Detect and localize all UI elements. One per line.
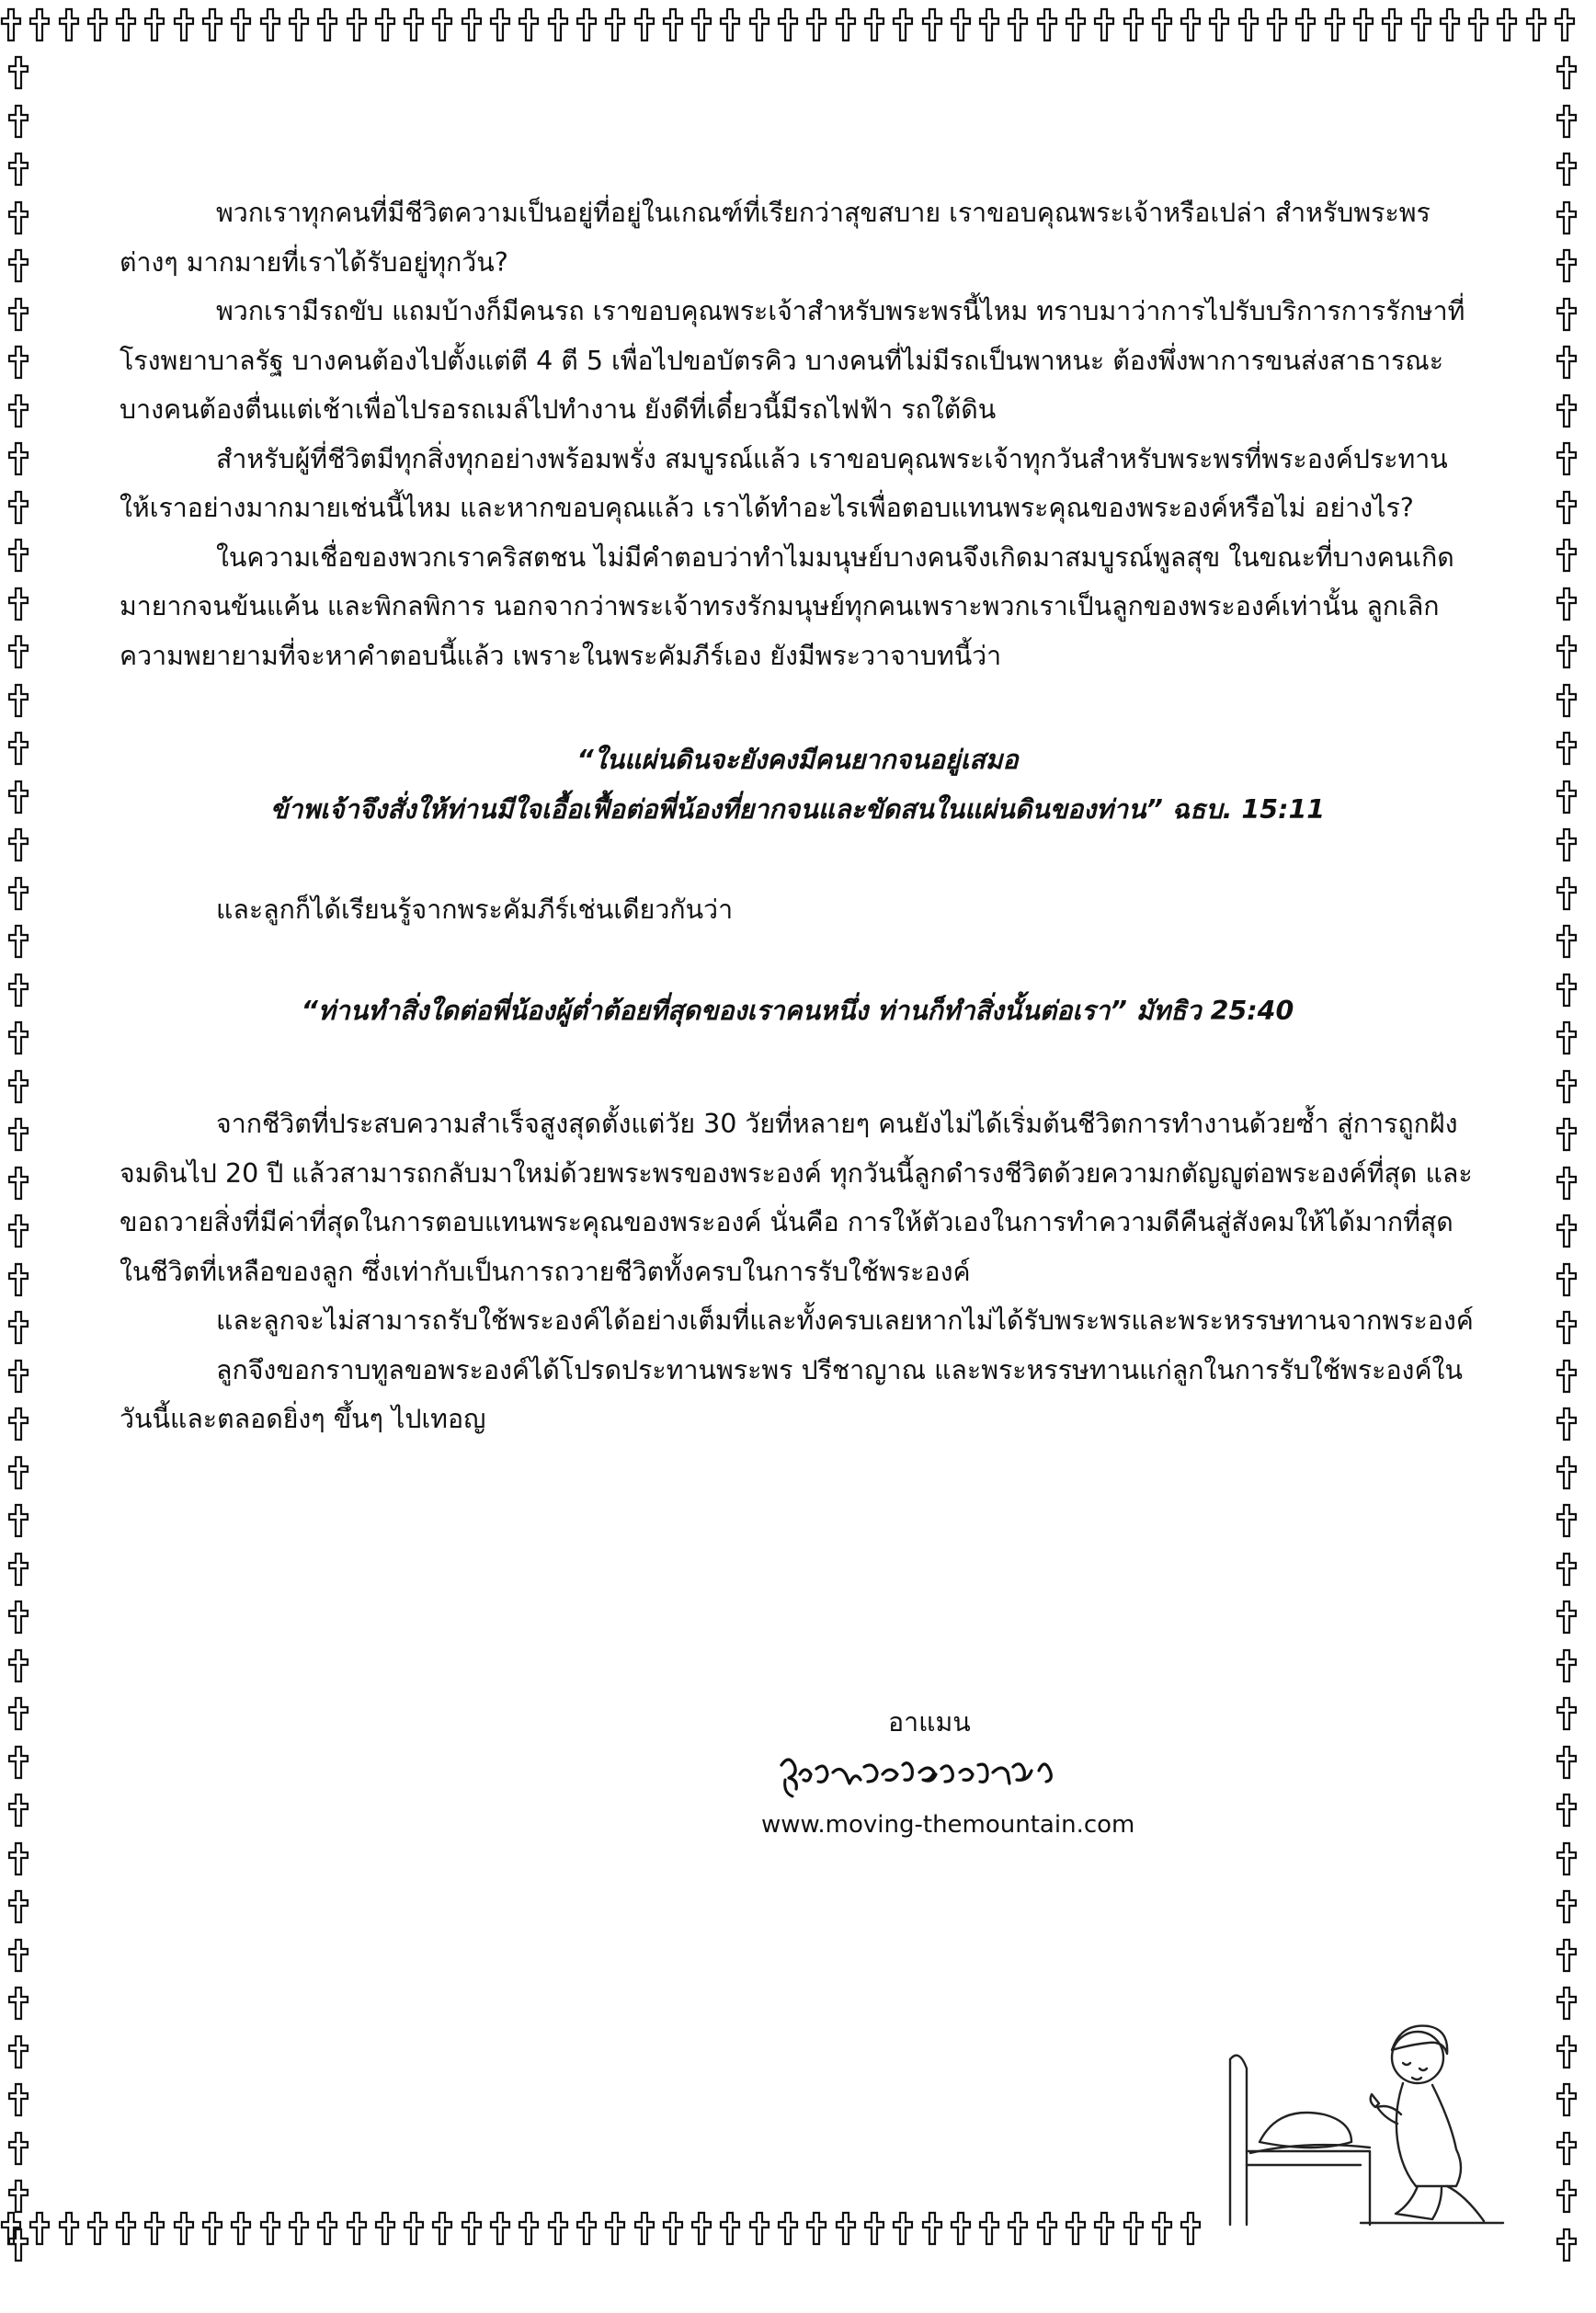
cross-outline-icon (1556, 1262, 1578, 1297)
cross-outline-icon (662, 7, 684, 42)
cross-outline-icon (1237, 7, 1260, 42)
cross-outline-icon (403, 7, 425, 42)
cross-outline-icon (1556, 297, 1578, 332)
cross-outline-icon (547, 2211, 569, 2246)
cross-outline-icon (1556, 1069, 1578, 1104)
cross-outline-icon (604, 7, 626, 42)
cross-outline-icon (346, 2211, 368, 2246)
cross-outline-icon (1525, 7, 1547, 42)
cross-outline-icon (288, 2211, 310, 2246)
cross-outline-icon (7, 1407, 29, 1441)
cross-outline-icon (1556, 2082, 1578, 2117)
scripture-quote-line: ข้าพเจ้าจึงสั่งให้ท่านมีใจเอื้อเฟื้อต่อพี่น้องที่ยากจนและขัดสนในแผ่นดินของท่าน” ฉธบ. 15:11 (269, 793, 1326, 825)
cross-outline-icon (1556, 1745, 1578, 1780)
cross-outline-icon (7, 2082, 29, 2117)
cross-outline-icon (7, 441, 29, 476)
cross-outline-icon (7, 973, 29, 1008)
cross-outline-icon (777, 7, 799, 42)
cross-outline-icon (7, 587, 29, 621)
cross-outline-icon (1556, 538, 1578, 573)
cross-outline-icon (892, 7, 914, 42)
cross-outline-icon (115, 7, 137, 42)
cross-outline-icon (288, 7, 310, 42)
cross-outline-icon (1556, 345, 1578, 380)
cross-outline-icon (863, 7, 885, 42)
cross-outline-icon (7, 538, 29, 573)
cross-outline-icon (662, 2211, 684, 2246)
paragraph: พวกเราทุกคนที่มีชีวิตความเป็นอยู่ที่อยู่ในเกณฑ์ที่เรียกว่าสุขสบาย เราขอบคุณพระเจ้าหรือเปล่า สำหรับพระพรต่างๆ มากมายที่เราได้รับอยู่ทุกวัน? (120, 198, 1431, 278)
cross-outline-icon (1123, 2211, 1145, 2246)
cross-outline-icon (805, 7, 827, 42)
cross-outline-icon (0, 7, 22, 42)
cross-outline-icon (7, 924, 29, 959)
cross-outline-icon (1556, 1793, 1578, 1828)
cross-outline-icon (1556, 1648, 1578, 1683)
cross-outline-icon (7, 1020, 29, 1055)
cross-outline-icon (1556, 1552, 1578, 1587)
cross-outline-icon (1007, 2211, 1029, 2246)
cross-outline-icon (1556, 152, 1578, 187)
border-left (7, 55, 59, 2313)
cross-outline-icon (7, 1648, 29, 1683)
cross-outline-icon (1556, 393, 1578, 428)
cross-outline-icon (1556, 1213, 1578, 1248)
paragraph: ในความเชื่อของพวกเราคริสตชน ไม่มีคำตอบว่าทำไมมนุษย์บางคนจึงเกิดมาสมบูรณ์พูลสุข ในขณะที่บางคนเกิดมายากจนข้นแค้น และพิกลพิการ นอกจากว่าพระเจ้าทรงรักมนุษย์ทุกคนเพราะพวกเราเป็นลูกของพระองค์เท่านั้น ลูกเลิกความพยายามที่จะหาคำตอบนี้แล้ว เพราะในพระคัมภีร์เอง ยังมีพระวาจาบทนี้ว่า (120, 541, 1454, 671)
cross-outline-icon (7, 780, 29, 815)
cross-outline-icon (489, 7, 511, 42)
cross-outline-icon (1556, 2034, 1578, 2069)
cross-outline-icon (1556, 780, 1578, 815)
cross-outline-icon (316, 7, 338, 42)
cross-outline-icon (1093, 2211, 1115, 2246)
cross-outline-icon (1036, 2211, 1058, 2246)
closing-amen: อาแมน (888, 1707, 971, 1738)
cross-outline-icon (7, 2034, 29, 2069)
cross-outline-icon (1556, 731, 1578, 766)
cross-outline-icon (7, 827, 29, 862)
cross-outline-icon (7, 200, 29, 235)
cross-outline-icon (1151, 2211, 1173, 2246)
cross-outline-icon (1556, 876, 1578, 911)
cross-outline-icon (7, 1359, 29, 1394)
scripture-quote-line: “ในแผ่นดินจะยังคงมีคนยากจนอยู่เสมอ (576, 745, 1019, 775)
cross-outline-icon (201, 2211, 223, 2246)
cross-outline-icon (1556, 490, 1578, 525)
border-top (0, 7, 1596, 59)
cross-outline-icon (1294, 7, 1317, 42)
cross-outline-icon (1556, 1407, 1578, 1441)
cross-outline-icon (58, 7, 80, 42)
cross-outline-icon (978, 7, 1000, 42)
cross-outline-icon (805, 2211, 827, 2246)
cross-outline-icon (7, 1841, 29, 1876)
cross-outline-icon (1556, 1938, 1578, 1973)
cross-outline-icon (1410, 7, 1432, 42)
cross-outline-icon (58, 2211, 80, 2246)
cross-outline-icon (115, 2211, 137, 2246)
cross-outline-icon (835, 2211, 857, 2246)
cross-outline-icon (1467, 7, 1489, 42)
cross-outline-icon (1381, 7, 1403, 42)
cross-outline-icon (7, 1696, 29, 1731)
paragraph: สำหรับผู้ที่ชีวิตมีทุกสิ่งทุกอย่างพร้อมพรั่ง สมบูรณ์แล้ว เราขอบคุณพระเจ้าทุกวันสำหรับพระพรที่พระองค์ประทานให้เราอย่างมากมายเช่นนี้ไหม และหากขอบคุณแล้ว เราได้ทำอะไรเพื่อตอบแทนพระคุณของพระองค์หรือไม่ อย่างไร? (120, 443, 1448, 523)
cross-outline-icon (1439, 7, 1461, 42)
cross-outline-icon (7, 1793, 29, 1828)
cross-outline-icon (863, 2211, 885, 2246)
cross-outline-icon (1556, 1359, 1578, 1394)
cross-outline-icon (7, 55, 29, 90)
cross-outline-icon (1556, 1310, 1578, 1345)
paragraph: พวกเรามีรถขับ แถมบ้างก็มีคนรถ เราขอบคุณพระเจ้าสำหรับพระพรนี้ไหม ทราบมาว่าการไปรับบริการการรักษาที่โรงพยาบาลรัฐ บางคนต้องไปตั้งแต่ตี 4 ตี 5 เพื่อไปขอบัตรคิว บางคนที่ไม่มีรถเป็นพาหนะ ต้องพึ่งพาการขนส่งสาธารณะ บางคนต้องตื่นแต่เช้าเพื่อไปรอรถเมล์ไปทำงาน ยังดีที่เดี๋ยวนี้มีรถไฟฟ้า รถใต้ดิน (120, 296, 1465, 425)
cross-outline-icon (7, 393, 29, 428)
cross-outline-icon (7, 876, 29, 911)
cross-outline-icon (1556, 683, 1578, 718)
cross-outline-icon (7, 1166, 29, 1201)
cross-outline-icon (346, 7, 368, 42)
cross-outline-icon (690, 2211, 712, 2246)
cross-outline-icon (518, 7, 540, 42)
cross-outline-icon (1556, 1841, 1578, 1876)
cross-outline-icon (7, 1503, 29, 1538)
cross-outline-icon (633, 7, 656, 42)
cross-outline-icon (1208, 7, 1230, 42)
cross-outline-icon (7, 152, 29, 187)
cross-outline-icon (748, 7, 770, 42)
cross-outline-icon (1556, 827, 1578, 862)
cross-outline-icon (7, 490, 29, 525)
cross-outline-icon (547, 7, 569, 42)
cross-outline-icon (1556, 634, 1578, 669)
handwritten-signature (772, 1747, 1103, 1804)
cross-outline-icon (1556, 1696, 1578, 1731)
cross-outline-icon (374, 2211, 396, 2246)
cross-outline-icon (1556, 1503, 1578, 1538)
cross-outline-icon (604, 2211, 626, 2246)
cross-outline-icon (7, 2179, 29, 2214)
cross-outline-icon (1554, 7, 1576, 42)
cross-outline-icon (7, 1069, 29, 1104)
cross-outline-icon (1123, 7, 1145, 42)
cross-outline-icon (7, 297, 29, 332)
cross-outline-icon (719, 2211, 741, 2246)
cross-outline-icon (921, 7, 943, 42)
cross-outline-icon (7, 731, 29, 766)
cross-outline-icon (1496, 7, 1518, 42)
cross-outline-icon (403, 2211, 425, 2246)
cross-outline-icon (7, 1745, 29, 1780)
cross-outline-icon (7, 1938, 29, 1973)
cross-outline-icon (1151, 7, 1173, 42)
border-right (1556, 55, 1596, 2313)
cross-outline-icon (576, 7, 598, 42)
cross-outline-icon (143, 7, 165, 42)
cross-outline-icon (1556, 1889, 1578, 1924)
cross-outline-icon (7, 2228, 29, 2262)
cross-outline-icon (230, 7, 252, 42)
cross-outline-icon (7, 1310, 29, 1345)
cross-outline-icon (7, 104, 29, 139)
scripture-quote: “ท่านทำสิ่งใดต่อพี่น้องผู้ต่ำต้อยที่สุดของเราคนหนึ่ง ท่านก็ทำสิ่งนั้นต่อเรา” มัทธิว 25:40 (301, 995, 1294, 1026)
cross-outline-icon (1556, 1117, 1578, 1152)
cross-outline-icon (892, 2211, 914, 2246)
cross-outline-icon (7, 1213, 29, 1248)
cross-outline-icon (1556, 1020, 1578, 1055)
cross-outline-icon (374, 7, 396, 42)
cross-outline-icon (1093, 7, 1115, 42)
cross-outline-icon (1556, 104, 1578, 139)
cross-outline-icon (1556, 1166, 1578, 1201)
cross-outline-icon (461, 7, 483, 42)
cross-outline-icon (1180, 7, 1202, 42)
cross-outline-icon (978, 2211, 1000, 2246)
cross-outline-icon (1556, 2131, 1578, 2166)
cross-outline-icon (28, 7, 51, 42)
cross-outline-icon (1556, 441, 1578, 476)
cross-outline-icon (7, 1889, 29, 1924)
cross-outline-icon (1556, 2228, 1578, 2262)
cross-outline-icon (86, 2211, 108, 2246)
cross-outline-icon (7, 1600, 29, 1635)
cross-outline-icon (1007, 7, 1029, 42)
praying-child-illustration (1223, 2004, 1508, 2229)
paragraph: ลูกจึงขอกราบทูลขอพระองค์ได้โปรดประทานพระพร ปรีชาญาณ และพระหรรษทานแก่ลูกในการรับใช้พระองค์ในวันนี้และตลอดยิ่งๆ ขึ้นๆ ไปเทอญ (120, 1354, 1463, 1434)
cross-outline-icon (1065, 7, 1087, 42)
cross-outline-icon (1556, 200, 1578, 235)
cross-outline-icon (835, 7, 857, 42)
cross-outline-icon (1556, 1986, 1578, 2021)
cross-outline-icon (719, 7, 741, 42)
cross-outline-icon (1180, 2211, 1202, 2246)
cross-outline-icon (1065, 2211, 1087, 2246)
cross-outline-icon (1556, 1455, 1578, 1490)
cross-outline-icon (1266, 7, 1288, 42)
cross-outline-icon (7, 1552, 29, 1587)
cross-outline-icon (1556, 55, 1578, 90)
cross-outline-icon (431, 7, 453, 42)
website-url: www.moving-themountain.com (761, 1811, 1135, 1839)
cross-outline-icon (1556, 1600, 1578, 1635)
cross-outline-icon (1556, 924, 1578, 959)
letter-body (120, 188, 1476, 1444)
cross-outline-icon (1556, 973, 1578, 1008)
paragraph: จากชีวิตที่ประสบความสำเร็จสูงสุดตั้งแต่วัย 30 วัยที่หลายๆ คนยังไม่ได้เริ่มต้นชีวิตการทำงานด้วยซ้ำ สู่การถูกฝังจมดินไป 20 ปี แล้วสามารถกลับมาใหม่ด้วยพระพรของพระองค์ ทุกวันนี้ลูกดำรงชีวิตด้วยความกตัญญูต่อพระองค์ที่สุด และขอถวายสิ่งที่มีค่าที่สุดในการตอบแทนพระคุณของพระองค์ นั่นคือ การให้ตัวเองในการทำความดีคืนสู่สังคมให้ได้มากที่สุดในชีวิตที่เหลือของลูก ซึ่งเท่ากับเป็นการถวายชีวิตทั้งครบในการรับใช้พระองค์ (120, 1109, 1473, 1287)
cross-outline-icon (748, 2211, 770, 2246)
cross-outline-icon (518, 2211, 540, 2246)
cross-outline-icon (489, 2211, 511, 2246)
cross-outline-icon (143, 2211, 165, 2246)
cross-outline-icon (7, 683, 29, 718)
cross-outline-icon (316, 2211, 338, 2246)
cross-outline-icon (7, 248, 29, 283)
cross-outline-icon (7, 1262, 29, 1297)
cross-outline-icon (7, 345, 29, 380)
cross-outline-icon (86, 7, 108, 42)
cross-outline-icon (576, 2211, 598, 2246)
cross-outline-icon (259, 7, 281, 42)
paragraph: และลูกจะไม่สามารถรับใช้พระองค์ได้อย่างเต็มที่และทั้งครบเลยหากไม่ได้รับพระพรและพระหรรษทานจากพระองค์ (216, 1305, 1474, 1336)
cross-outline-icon (1556, 248, 1578, 283)
cross-outline-icon (431, 2211, 453, 2246)
cross-outline-icon (1036, 7, 1058, 42)
cross-outline-icon (7, 634, 29, 669)
cross-outline-icon (7, 2131, 29, 2166)
cross-outline-icon (950, 7, 972, 42)
cross-outline-icon (950, 2211, 972, 2246)
cross-outline-icon (1324, 7, 1346, 42)
cross-outline-icon (633, 2211, 656, 2246)
cross-outline-icon (7, 1986, 29, 2021)
cross-outline-icon (230, 2211, 252, 2246)
cross-outline-icon (1556, 2179, 1578, 2214)
cross-outline-icon (777, 2211, 799, 2246)
cross-outline-icon (921, 2211, 943, 2246)
cross-outline-icon (7, 1117, 29, 1152)
cross-outline-icon (201, 7, 223, 42)
cross-outline-icon (1352, 7, 1374, 42)
cross-outline-icon (461, 2211, 483, 2246)
cross-outline-icon (7, 1455, 29, 1490)
cross-outline-icon (173, 2211, 195, 2246)
cross-outline-icon (173, 7, 195, 42)
cross-outline-icon (690, 7, 712, 42)
intro-line: และลูกก็ได้เรียนรู้จากพระคัมภีร์เช่นเดียวกันว่า (216, 894, 734, 925)
cross-outline-icon (259, 2211, 281, 2246)
cross-outline-icon (1556, 587, 1578, 621)
